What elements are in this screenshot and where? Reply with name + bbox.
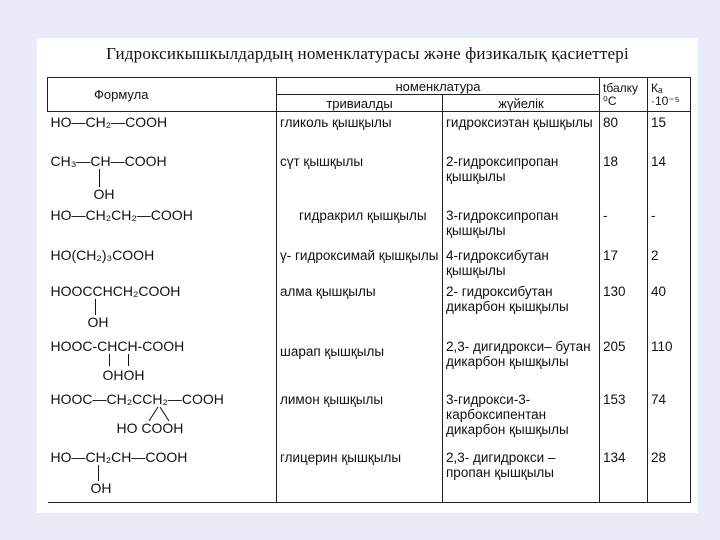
trivial-name-cell: гликоль қышқылы: [277, 112, 443, 151]
formula-cell: [48, 389, 277, 447]
bond-lines: [51, 407, 274, 421]
formula-main: HOOCCHCH₂COOH: [50, 282, 181, 299]
melting-point-cell: 80: [600, 112, 648, 151]
table-row: [48, 336, 691, 389]
trivial-name-cell: сүт қышқылы: [277, 151, 443, 205]
ka-cell: 14: [648, 151, 691, 205]
formula-cell: [48, 336, 277, 389]
ka-cell: 15: [648, 112, 691, 151]
bond-lines: [51, 354, 274, 368]
melting-point-cell: -: [600, 205, 648, 245]
trivial-name-cell: алма қышқылы: [277, 281, 443, 336]
formula-substituent: OHOH: [102, 366, 145, 383]
slide-sheet: [37, 38, 698, 513]
melting-point-cell: 17: [600, 245, 648, 281]
systematic-name-cell: гидроксиэтан қышқылы: [443, 112, 600, 151]
trivial-name-cell: гидракрил қышқылы: [277, 205, 443, 245]
systematic-name-cell: 4-гидроксибутан қышқылы: [443, 245, 600, 281]
formula-main: HOOC-CHCH-COOH: [50, 337, 185, 354]
formula-cell: [48, 245, 277, 281]
formula-cell: [48, 151, 277, 205]
formula-substituent: OH: [90, 479, 112, 496]
table-row: [48, 245, 691, 281]
trivial-name-cell: глицерин қышқылы: [277, 447, 443, 503]
formula-substituent: HO COOH: [116, 419, 184, 436]
formula-main: HO—CH₂—COOH: [50, 114, 168, 130]
formula-cell: [48, 112, 277, 151]
header-formula: Формула: [48, 78, 277, 112]
formula-substituent: OH: [87, 313, 109, 330]
melting-point-cell: 205: [600, 336, 648, 389]
systematic-name-cell: 3-гидрокси-3- карбоксипентан дикарбон қышқылы: [443, 389, 600, 447]
bond-line: [99, 169, 100, 187]
hydroxy-acids-table: [47, 77, 691, 503]
bond-line: [98, 465, 99, 481]
melting-point-cell: 153: [600, 389, 648, 447]
formula-cell: [48, 447, 277, 503]
ka-cell: 40: [648, 281, 691, 336]
melting-point-cell: 134: [600, 447, 648, 503]
branch-bonds: [139, 407, 179, 421]
formula-substituent: OH: [93, 185, 115, 202]
ka-cell: 110: [648, 336, 691, 389]
trivial-name-cell: лимон қышқылы: [277, 389, 443, 447]
melting-point-cell: 18: [600, 151, 648, 205]
formula-cell: [48, 281, 277, 336]
formula-main: HO(CH₂)₃COOH: [50, 246, 155, 263]
systematic-name-cell: 2-гидроксипропан қышқылы: [443, 151, 600, 205]
formula-main: CH₃—CH—COOH: [50, 152, 167, 169]
page-title: Гидроксикышкылдардың номенклатурасы және физикалық қасиеттері: [106, 44, 629, 63]
trivial-name-cell: γ- гидроксимай қышқылы: [277, 245, 443, 281]
ka-cell: 74: [648, 389, 691, 447]
trivial-name-cell: шарап қышқылы: [277, 336, 443, 389]
ka-cell: 28: [648, 447, 691, 503]
table-row: [48, 281, 691, 336]
systematic-name-cell: 2,3- дигидрокси– бутан дикарбон қышқылы: [443, 336, 600, 389]
ka-cell: 2: [648, 245, 691, 281]
formula-cell: [48, 205, 277, 245]
header-trivial: тривиалды: [277, 95, 443, 112]
systematic-name-cell: 2- гидроксибутан дикарбон қышқылы: [443, 281, 600, 336]
table-row: [48, 205, 691, 245]
header-ka: Кₐ ·10⁻⁵: [648, 78, 691, 112]
header-systematic: жүйелік: [443, 95, 600, 112]
formula-main: HO—CH₂CH—COOH: [50, 448, 188, 465]
systematic-name-cell: 2,3- дигидрокси – пропан қышқылы: [443, 447, 600, 503]
bond-line: [95, 299, 96, 315]
systematic-name-cell: 3-гидроксипропан қышқылы: [443, 205, 600, 245]
header-tmelt: tбалку ⁰С: [600, 78, 648, 112]
melting-point-cell: 130: [600, 281, 648, 336]
table-row: [48, 389, 691, 447]
formula-main: HO—CH₂CH₂—COOH: [50, 206, 193, 223]
header-nomenclature: номенклатура: [277, 78, 600, 95]
formula-main: HOOC—CH₂CCH₂—COOH: [50, 390, 224, 407]
table-row: [48, 151, 691, 205]
table-row: [48, 112, 691, 151]
table-row: [48, 447, 691, 503]
ka-cell: -: [648, 205, 691, 245]
